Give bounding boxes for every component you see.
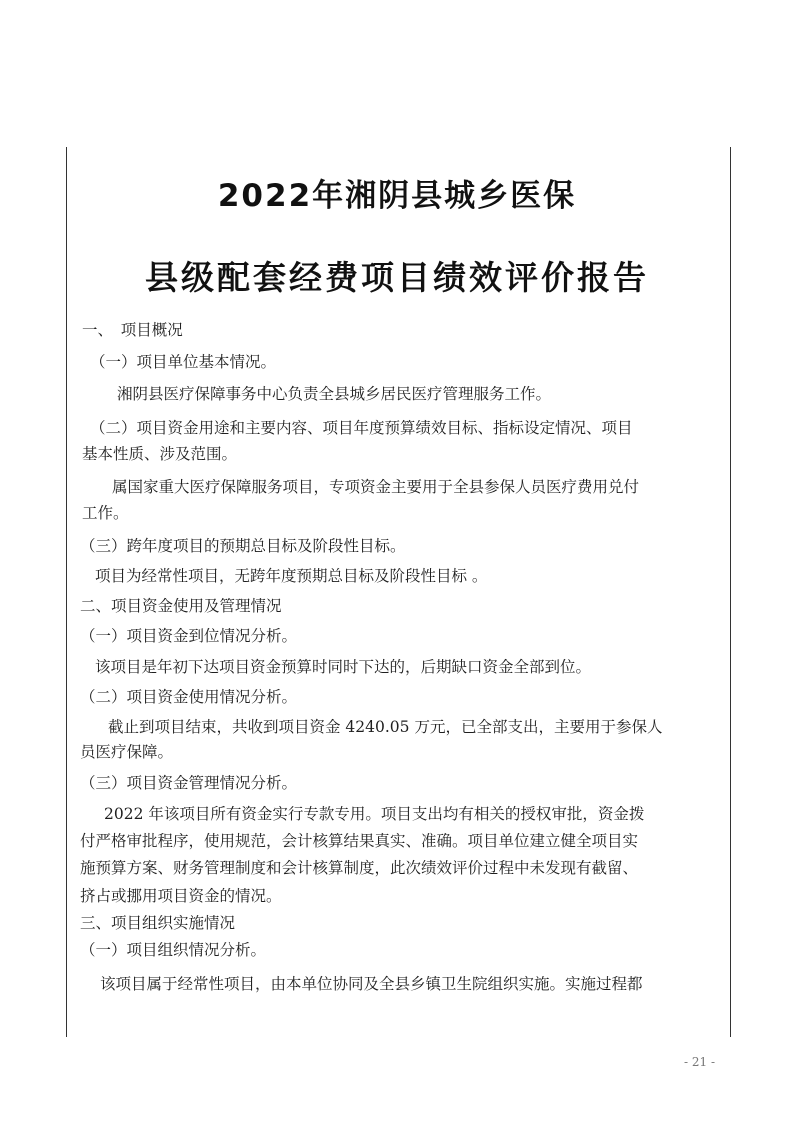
subsection-heading: （三）项目资金管理情况分析。 [80, 774, 298, 792]
body-paragraph-line: 湘阴县医疗保障事务中心负责全县城乡居民医疗管理服务工作。 [117, 385, 552, 403]
section-heading: 三、项目组织实施情况 [80, 914, 236, 932]
body-paragraph-line: 员医疗保障。 [80, 743, 174, 761]
body-paragraph-line: 付严格审批程序，使用规范，会计核算结果真实、准确。项目单位建立健全项目实 [80, 832, 639, 850]
body-paragraph-line: 属国家重大医疗保障服务项目，专项资金主要用于全县参保人员医疗费用兑付 [112, 478, 640, 496]
body-paragraph-line: 施预算方案、财务管理制度和会计核算制度，此次绩效评价过程中未发现有截留、 [80, 859, 639, 877]
page-number: - 21 - [684, 1055, 716, 1069]
body-paragraph-line: 项目为经常性项目，无跨年度预期总目标及阶段性目标 。 [95, 567, 488, 585]
body-paragraph-line: 该项目是年初下达项目资金预算时同时下达的，后期缺口资金全部到位。 [95, 658, 592, 676]
subsection-heading: （一）项目资金到位情况分析。 [80, 627, 298, 645]
subsection-heading-continued: 基本性质、涉及范围。 [82, 445, 238, 463]
subsection-heading: （二）项目资金用途和主要内容、项目年度预算绩效目标、指标设定情况、项目 [90, 419, 633, 437]
body-paragraph-line: 截止到项目结束，共收到项目资金 4240.05 万元，已全部支出，主要用于参保人 [108, 718, 663, 736]
body-paragraph-line: 挤占或挪用项目资金的情况。 [80, 887, 282, 905]
body-paragraph-line: 该项目属于经常性项目，由本单位协同及全县乡镇卫生院组织实施。实施过程都 [100, 975, 643, 993]
section-heading: 二、项目资金使用及管理情况 [80, 597, 282, 615]
report-title-line-2: 县级配套经费项目绩效评价报告 [145, 258, 649, 297]
body-paragraph-line: 2022 年该项目所有资金实行专款专用。项目支出均有相关的授权审批，资金拨 [104, 805, 645, 823]
body-paragraph-line: 工作。 [82, 504, 129, 522]
section-heading: 一、 项目概况 [82, 321, 183, 339]
subsection-heading: （二）项目资金使用情况分析。 [80, 688, 298, 706]
subsection-heading: （三）跨年度项目的预期总目标及阶段性目标。 [80, 537, 406, 555]
subsection-heading: （一）项目组织情况分析。 [80, 941, 267, 959]
subsection-heading: （一）项目单位基本情况。 [90, 353, 277, 371]
report-title-line-1: 2022年湘阴县城乡医保 [217, 178, 577, 214]
